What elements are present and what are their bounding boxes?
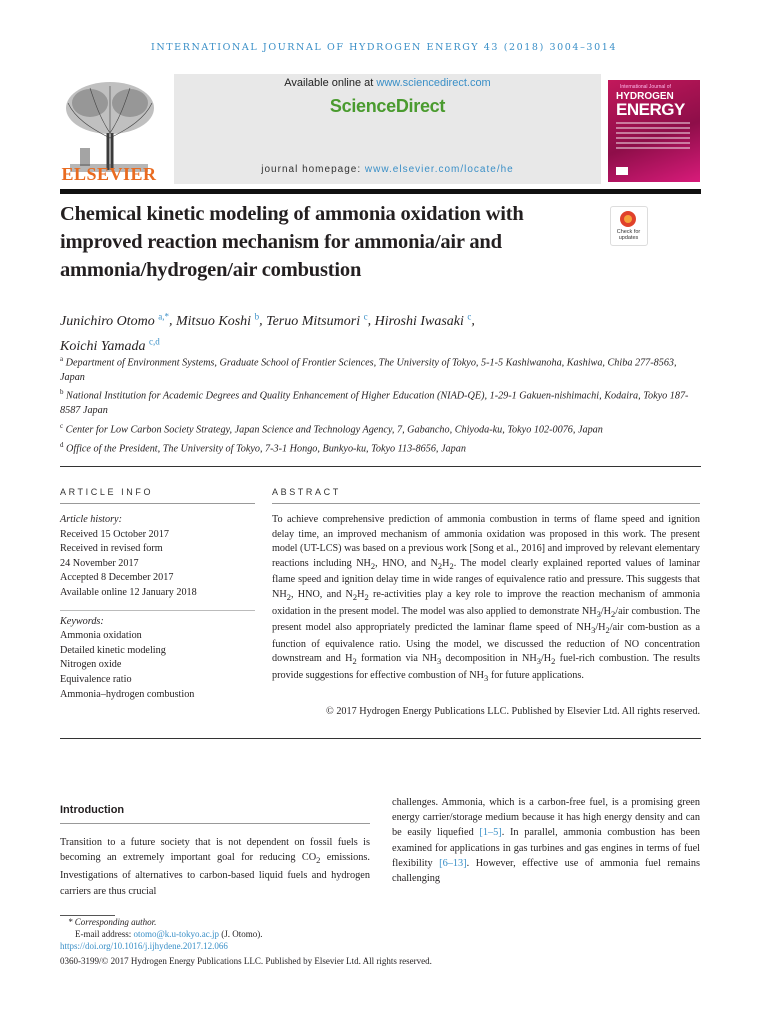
available-online: Available online at www.sciencedirect.com <box>284 77 491 89</box>
affiliation: $^d$ Office of the President, The University of Tokyo, 7-3-1 Hongo, Bunkyo-ku, Tokyo 113-8656, Japan <box>60 440 466 455</box>
footnote-rule <box>60 915 115 916</box>
journal-citation: INTERNATIONAL JOURNAL OF HYDROGEN ENERGY 43 (2018) 3004–3014 <box>150 42 618 53</box>
publisher-name: ELSEVIER <box>61 164 157 184</box>
section-divider <box>60 466 701 467</box>
author[interactable]: Hiroshi Iwasaki $^c$ <box>374 311 472 329</box>
author[interactable]: Mitsuo Koshi $^b$ <box>176 311 260 329</box>
corresponding-author-note: * Corresponding author. <box>68 917 157 927</box>
doi-link[interactable]: https://doi.org/10.1016/j.ijhydene.2017.12.066 <box>60 941 228 951</box>
article-info-heading: ARTICLE INFO <box>60 487 154 497</box>
journal-homepage: journal homepage: www.elsevier.com/locate/he <box>261 164 514 175</box>
keyword: Nitrogen oxide <box>60 659 122 671</box>
article-info-list <box>60 513 250 702</box>
abstract-rule <box>272 503 700 504</box>
keyword: Ammonia–hydrogen combustion <box>60 688 195 700</box>
issn-copyright: 0360-3199/© 2017 Hydrogen Energy Publications LLC. Published by Elsevier Ltd. All rights reserved. <box>60 956 432 966</box>
keyword: Ammonia oxidation <box>60 630 142 642</box>
affiliation: $^b$ National Institution for Academic Degrees and Quality Enhancement of Higher Education (NIAD-QE), 1-29-1 Gakuen-nishimachi, Kodaira, Tokyo 187-8587 Japan <box>60 388 689 417</box>
keyword: Detailed kinetic modeling <box>60 644 166 656</box>
cover-title-line2: ENERGY <box>616 100 685 119</box>
citation-link[interactable]: [6–13] <box>439 857 467 869</box>
sciencedirect-logo: ScienceDirect <box>329 96 446 116</box>
cover-title-line1: HYDROGEN <box>616 91 674 102</box>
history-item: Available online 12 January 2018 <box>60 586 197 598</box>
homepage-link[interactable]: www.elsevier.com/locate/he <box>364 164 514 175</box>
author[interactable]: Koichi Yamada $^{c,d}$ <box>60 336 160 355</box>
history-item: Accepted 8 December 2017 <box>60 572 174 584</box>
keyword: Equivalence ratio <box>60 673 132 685</box>
email-note: E-mail address: otomo@k.u-tokyo.ac.jp (J. Otomo). <box>75 929 263 939</box>
introduction-heading: Introduction <box>60 804 125 816</box>
body-column-left: Transition to a future society that is not dependent on fossil fuels is becoming an extremely important goal for reducing $CO_2$ emissions. Investigations of alternatives to carbon-based liquid fuels and hydrogen carriers are thus crucial <box>60 837 370 897</box>
affiliation-list <box>60 352 700 457</box>
article-title: Chemical kinetic modeling of ammonia oxidation with improved reaction mechanism for ammonia/air and ammonia/hydrogen/air combustion <box>60 203 524 281</box>
affiliation: $^a$ Department of Environment Systems, Graduate School of Frontier Sciences, The University of Tokyo, 5-1-5 Kashiwanoha, Kashiwa, Chiba 277-8563, Japan <box>60 355 677 383</box>
body-column-right: challenges. Ammonia, which is a carbon-free fuel, is a promising green energy carrier/storage medium because it has high energy density and can be easily liquefied [1–5]. In parallel, ammonia combustion has been examined for applications in gas turbines and gas engines in terms of fuel flexibility [6–13]. However, effective use of ammonia fuel remains challenging <box>392 797 701 885</box>
cover-text-lines <box>616 122 690 162</box>
author-list: Junichiro Otomo $^{a,*}$, Mitsuo Koshi $^b$, Teruo Mitsumori $^c$, Hiroshi Iwasaki $^c$, Koichi Yamada $^{c,d}$ <box>60 311 475 355</box>
article-info-rule <box>60 503 255 504</box>
abstract-heading: ABSTRACT <box>272 487 341 497</box>
affiliation: $^c$ Center for Low Carbon Society Strategy, Japan Science and Technology Agency, 7, Gabancho, Chiyoda-ku, Tokyo 102-0076, Japan <box>60 421 603 436</box>
cover-badge <box>616 167 628 175</box>
history-item: Received 15 October 2017 <box>60 528 169 540</box>
author[interactable]: Junichiro Otomo $^{a,*}$ <box>60 311 169 329</box>
history-label: Article history: <box>60 514 122 525</box>
check-updates-icon-inner <box>624 215 632 223</box>
sciencedirect-link[interactable]: www.sciencedirect.com <box>376 77 491 89</box>
introduction-rule <box>60 823 370 824</box>
check-updates-label: Check for updates <box>616 229 641 241</box>
author[interactable]: Teruo Mitsumori $^c$ <box>266 311 368 329</box>
history-item: Received in revised form <box>60 543 163 555</box>
header-rule <box>60 189 701 194</box>
history-item: 24 November 2017 <box>60 557 139 569</box>
keywords-label: Keywords: <box>60 615 104 627</box>
abstract-copyright: © 2017 Hydrogen Energy Publications LLC. Published by Elsevier Ltd. All rights reserved. <box>326 706 700 717</box>
section-divider <box>60 738 701 739</box>
cover-subtitle: International Journal of <box>620 84 671 90</box>
abstract-text: To achieve comprehensive prediction of ammonia combustion in terms of flame speed and ignition delay time, an improved mechanism of ammonia oxidation was proposed in this work. The present model (UT-LCS) was based on a previous work [Song et al., 2016] and improved by relevant elementary reactions including $NH_2$, HNO, and $N_2H_2$. The model clearly explained reported values of laminar flame speed and ignition delay time in wide ranges of equivalence ratio and pressure. This suggests that $NH_2$, HNO, and $N_2H_2$ re-activities play a key role to improve the reaction mechanism of ammonia oxidation in the present model. The model was also applied to demonstrate $NH_3/H_2$/air combustion. The present model also appropriately predicted the laminar flame speed of $NH_3/H_2$/air com-bustion as a function of equivalence ratio. Using the model, we discussed the reduction of NO concentration downstream and $H_2$ formation via $NH_3$ decomposition in $NH_3/H_2$ fuel-rich combustion. The results provide suggestions for effective combustion of $NH_3$ for future applications. <box>272 514 701 684</box>
email-link[interactable]: otomo@k.u-tokyo.ac.jp <box>133 929 220 939</box>
citation-link[interactable]: [1–5] <box>479 827 502 839</box>
